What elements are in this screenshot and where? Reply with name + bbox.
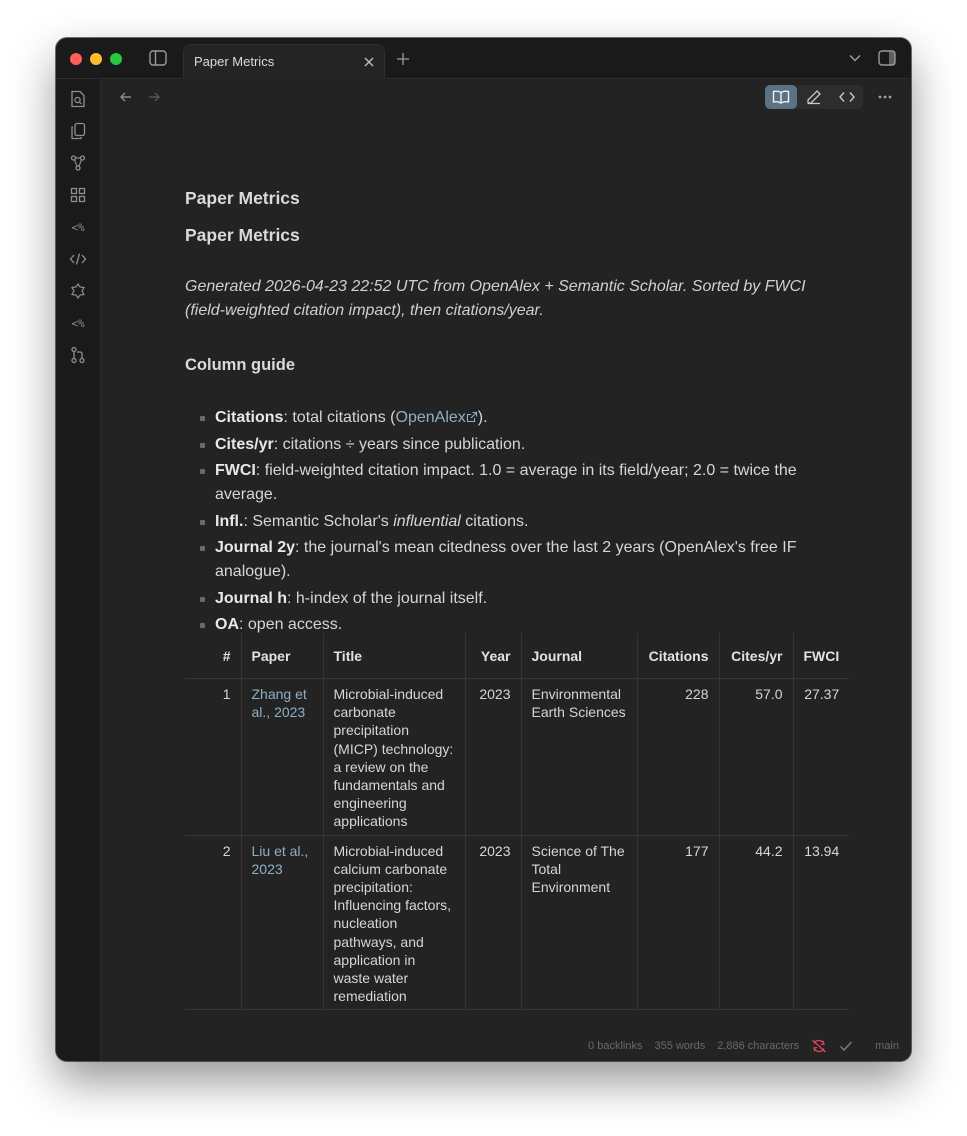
edit-view-button[interactable]	[798, 85, 830, 109]
cell-fwci: 27.37	[793, 679, 849, 836]
back-arrow-icon[interactable]	[118, 89, 134, 105]
cell-title: Microbial-induced carbonate precipitation (MICP) technology: a review on the fundamentals and engineering applications	[323, 679, 465, 836]
left-ribbon	[56, 79, 101, 1061]
tab-paper-metrics[interactable]	[183, 44, 385, 80]
table-row	[185, 679, 849, 836]
cell-journal: Environmental Earth Sciences	[521, 679, 637, 836]
cell-year: 2023	[465, 679, 521, 836]
git-branch-label[interactable]: main	[875, 1040, 899, 1052]
list-item	[185, 433, 845, 457]
cell-number: 2	[185, 835, 241, 1010]
external-link-icon	[466, 411, 478, 423]
source-view-button[interactable]	[831, 85, 863, 109]
pencil-icon	[806, 89, 822, 105]
git-icon[interactable]	[68, 345, 88, 365]
book-open-icon	[772, 89, 790, 105]
search-icon[interactable]	[68, 89, 88, 109]
cell-fwci: 13.94	[793, 835, 849, 1010]
desc-fwci: : field-weighted citation impact. 1.0 = average in its field/year; 2.0 = twice the average.	[215, 462, 797, 503]
cell-citations: 228	[637, 679, 719, 836]
graph-icon[interactable]	[68, 153, 88, 173]
status-bar	[580, 1039, 899, 1053]
term-infl: Infl.	[215, 512, 244, 530]
editor-pane	[101, 79, 911, 1061]
cell-title: Microbial-induced calcium carbonate precipitation: Influencing factors, nucleation pathways, and application in waste water remediation	[323, 835, 465, 1010]
desc-oa: : open access.	[239, 616, 343, 633]
sync-error-icon[interactable]	[811, 1039, 827, 1053]
column-header-cites-yr[interactable]: Cites/yr	[719, 633, 793, 679]
checkmark-icon	[839, 1040, 853, 1052]
column-header-fwci[interactable]: FWCI	[793, 633, 849, 679]
term-fwci: FWCI	[215, 462, 256, 479]
column-header-number[interactable]: #	[185, 633, 241, 679]
desc-infl-emphasis: influential	[393, 512, 461, 530]
term-oa: OA	[215, 616, 239, 633]
column-header-journal[interactable]: Journal	[521, 633, 637, 679]
desc-citations-pre: : total citations (	[283, 409, 396, 426]
column-header-paper[interactable]: Paper	[241, 633, 323, 679]
desc-journal-2y: : the journal's mean citedness over the last 2 years (OpenAlex's free IF analogue).	[215, 539, 797, 580]
app-window	[56, 38, 911, 1061]
blocks-icon[interactable]	[68, 185, 88, 205]
cell-paper-link[interactable]: Zhang et al., 2023	[241, 679, 323, 836]
term-journal-h: Journal h	[215, 589, 288, 607]
cell-cites-yr: 57.0	[719, 679, 793, 836]
close-window-button[interactable]	[70, 53, 82, 65]
tab-title: Paper Metrics	[194, 54, 275, 69]
column-header-year[interactable]: Year	[465, 633, 521, 679]
table-header-row	[185, 633, 849, 679]
list-item	[185, 510, 845, 534]
term-cites-yr: Cites/yr	[215, 435, 274, 453]
backlinks-count[interactable]: 0 backlinks	[588, 1040, 643, 1052]
list-item	[185, 459, 845, 507]
cell-journal: Science of The Total Environment	[521, 835, 637, 1010]
heading-column-guide: Column guide	[185, 356, 295, 374]
close-tab-icon[interactable]	[363, 56, 375, 68]
desc-journal-h: : h-index of the journal itself.	[287, 589, 488, 607]
openalex-link[interactable]: OpenAlex	[396, 409, 478, 426]
character-count: 2,886 characters	[717, 1040, 800, 1052]
code-brackets-icon	[839, 90, 855, 104]
maximize-window-button[interactable]	[110, 53, 122, 65]
plugin-icon[interactable]	[68, 281, 88, 301]
desc-cites-yr: : citations ÷ years since publication.	[273, 435, 526, 453]
minimize-window-button[interactable]	[90, 53, 102, 65]
cell-citations: 177	[637, 835, 719, 1010]
toggle-left-sidebar-icon[interactable]	[149, 50, 167, 66]
templater-icon[interactable]: <%	[71, 220, 85, 234]
toggle-right-sidebar-icon[interactable]	[878, 50, 896, 66]
column-header-citations[interactable]: Citations	[637, 633, 719, 679]
table-row	[185, 835, 849, 1010]
intro-paragraph: Generated 2026-04-23 22:52 UTC from OpenAlex + Semantic Scholar. Sorted by FWCI (field-weighted citation impact), then citations/year.	[185, 278, 806, 319]
note-title: Paper Metrics	[185, 188, 300, 208]
cell-year: 2023	[465, 835, 521, 1010]
desc-infl-post: citations.	[460, 512, 529, 530]
cell-number: 1	[185, 679, 241, 836]
metrics-table	[185, 633, 849, 1010]
files-icon[interactable]	[68, 121, 88, 141]
cell-paper-link[interactable]: Liu et al., 2023	[241, 835, 323, 1010]
list-item	[185, 406, 845, 430]
list-item	[185, 587, 845, 611]
column-guide-list	[185, 406, 845, 640]
desc-infl-pre: : Semantic Scholar's	[243, 512, 394, 530]
desc-citations-post: ).	[477, 409, 488, 426]
code-icon[interactable]	[68, 249, 88, 269]
templater-icon-2[interactable]: <%	[71, 316, 85, 330]
tab-list-chevron-down-icon[interactable]	[848, 52, 862, 64]
word-count: 355 words	[654, 1040, 706, 1052]
forward-arrow-icon[interactable]	[146, 89, 162, 105]
title-bar	[56, 38, 911, 79]
more-options-icon[interactable]	[877, 89, 893, 105]
column-header-title[interactable]: Title	[323, 633, 465, 679]
heading-paper-metrics: Paper Metrics	[185, 225, 300, 245]
list-item	[185, 536, 845, 584]
reading-view-button[interactable]	[765, 85, 797, 109]
cell-cites-yr: 44.2	[719, 835, 793, 1010]
term-journal-2y: Journal 2y	[215, 539, 296, 556]
term-citations: Citations	[215, 409, 284, 426]
new-tab-icon[interactable]	[395, 51, 411, 67]
